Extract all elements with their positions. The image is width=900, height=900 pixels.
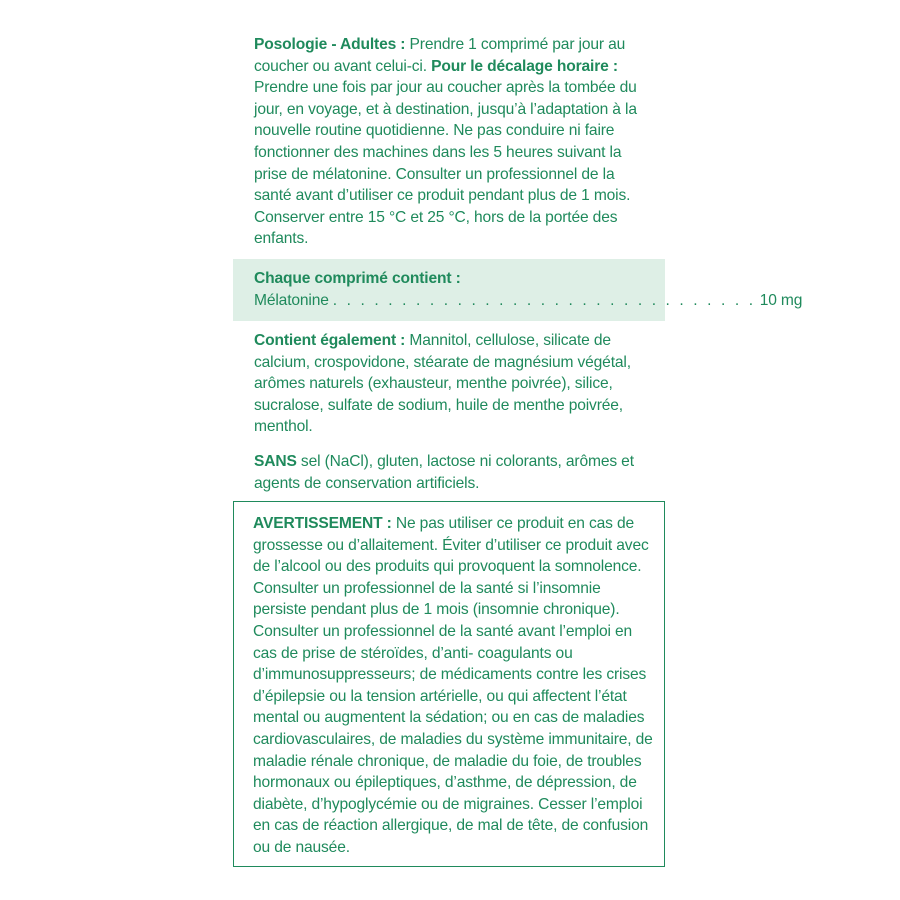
free-from-section: [254, 451, 654, 494]
dosage-section: [254, 34, 654, 250]
free-from-label: SANS: [254, 453, 297, 470]
ingredient-name: Mélatonine: [254, 291, 329, 309]
ingredient-amount: 10 mg: [759, 291, 803, 309]
dosage-text-2: Prendre une fois par jour au coucher après la tombée du jour, en voyage, et à destination, jusqu’à l’adaptation à la nouvelle routine quotidienne. Ne pas conduire ni faire fonctionner des machines dans les 5 heures suivant la prise de mélatonine. Consulter un professionnel de la santé avant d’utiliser ce produit pendant plus de 1 mois. Conserver entre 15 °C et 25 °C, hors de la portée des enfants.: [254, 79, 637, 248]
dot-leader: . . . . . . . . . . . . . . . . . . . . . . . . . . . . . . .: [332, 291, 756, 309]
free-from-text: sel (NaCl), gluten, lactose ni colorants, arômes et agents de conservation artificiels.: [254, 453, 634, 492]
other-ingredients-section: [254, 330, 654, 438]
dosage-text-1: Prendre 1 comprimé par jour au coucher ou avant celui-ci.: [254, 36, 626, 75]
dosage-label: Posologie - Adultes :: [254, 36, 406, 53]
contents-heading: Chaque comprimé contient :: [254, 270, 461, 287]
other-ingredients-text: Mannitol, cellulose, silicate de calcium, crospovidone, stéarate de magnésium végétal, arômes naturels (exhausteur, menthe poivrée), silice, sucralose, sulfate de sodium, huile de menthe poivrée, menthol.: [254, 332, 631, 436]
contents-panel: [233, 259, 803, 321]
jetlag-label: Pour le décalage horaire :: [431, 57, 618, 75]
warning-text: Ne pas utiliser ce produit en cas de grossesse ou d’allaitement. Éviter d’utiliser ce produit avec de l’alcool ou des produits qui provoquent la somnolence. Consulter un professionnel de la santé si l’insomnie persiste pendant plus de 1 mois (insomnie chronique). Consulter un professionnel de la santé avant l’emploi en cas de prise de stéroïdes, d’anti- coagulants ou d’immunosuppresseurs; de médicaments contre les crises d’épilepsie ou la tension artérielle, ou qui affectent l’état mental ou augmentent la sédation; ou en cas de maladies cardiovasculaires, de maladies du système immunitaire, de maladie rénale chronique, de maladie du foie, de troubles hormonaux ou épileptiques, d’asthme, de dépression, de diabète, d’hypoglycémie ou de migraines. Cesser l’emploi en cas de réaction allergique, de mal de tête, de confusion ou de nausée.: [253, 515, 653, 856]
other-ingredients-label: Contient également :: [254, 332, 406, 349]
ingredient-row: [254, 290, 803, 312]
warning-label: AVERTISSEMENT :: [253, 515, 392, 532]
warning-box: [233, 501, 665, 867]
